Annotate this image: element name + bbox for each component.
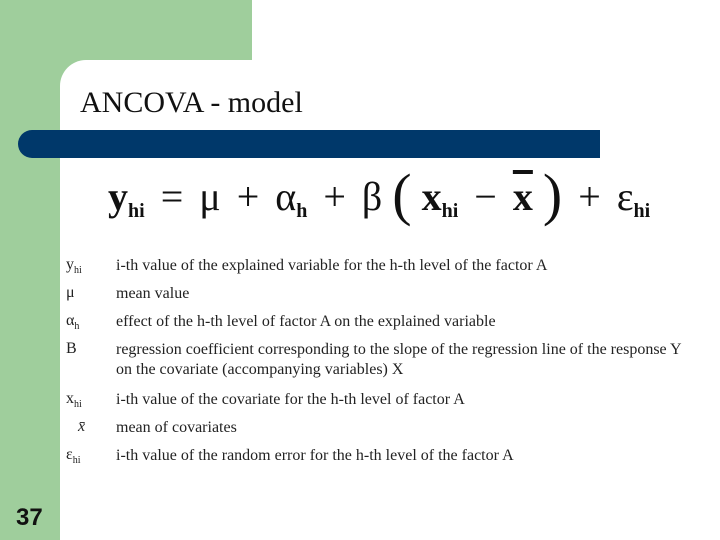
definition-symbol: $\alpha_h$ bbox=[66, 312, 80, 333]
formula-y: y bbox=[108, 174, 128, 219]
definition-symbol: $x_{hi}$ bbox=[66, 390, 82, 411]
formula-x-bar: $\overline{x}$ bbox=[512, 174, 533, 219]
title-underline-bar bbox=[18, 130, 600, 158]
formula-minus: − bbox=[474, 174, 497, 219]
definition-row bbox=[66, 312, 686, 340]
definition-symbol: B bbox=[66, 340, 77, 357]
definition-text: effect of the h-th level of factor A on the explained variable bbox=[116, 313, 496, 330]
formula-epsilon-sub: hi bbox=[633, 200, 651, 222]
formula-epsilon: ε bbox=[616, 174, 634, 219]
definition-row bbox=[66, 390, 686, 418]
definition-row bbox=[66, 284, 686, 312]
definition-text: mean value bbox=[116, 285, 190, 302]
definition-text: i-th value of the covariate for the h-th level of factor A bbox=[116, 391, 465, 408]
formula-right-paren: ) bbox=[542, 162, 563, 227]
definition-row bbox=[66, 256, 686, 284]
definition-symbol: x̄ bbox=[78, 418, 86, 435]
ancova-formula bbox=[108, 160, 651, 230]
formula-plus-2: + bbox=[323, 174, 346, 219]
formula-x: x bbox=[421, 174, 442, 219]
definition-text: regression coefficient corresponding to the slope of the regression line of the response Y on the covariate (accompanying variables) X bbox=[116, 341, 682, 378]
formula-x-sub: hi bbox=[441, 200, 459, 222]
formula-mu: μ bbox=[199, 174, 221, 219]
definition-row bbox=[66, 446, 686, 474]
formula-alpha: α bbox=[275, 174, 297, 219]
formula-plus-3: + bbox=[578, 174, 601, 219]
slide-title: ANCOVA - model bbox=[80, 86, 303, 119]
formula-y-sub: hi bbox=[128, 200, 145, 222]
definition-symbol: $\varepsilon_{hi}$ bbox=[66, 446, 81, 467]
definition-text: i-th value of the random error for the h-th level of the factor A bbox=[116, 447, 514, 464]
slide-number: 37 bbox=[16, 504, 43, 531]
formula-left-paren: ( bbox=[392, 162, 412, 227]
formula-alpha-sub: h bbox=[296, 200, 308, 222]
definition-row bbox=[66, 418, 686, 446]
definition-text: i-th value of the explained variable for the h-th level of the factor A bbox=[116, 257, 548, 274]
formula-equals: = bbox=[160, 174, 184, 219]
definition-symbol: μ bbox=[66, 284, 75, 301]
definition-row bbox=[66, 340, 686, 390]
definition-symbol: $y_{hi}$ bbox=[66, 256, 82, 277]
formula-beta: β bbox=[361, 174, 383, 219]
formula-plus-1: + bbox=[236, 174, 260, 219]
definitions-list bbox=[66, 256, 686, 474]
definition-text: mean of covariates bbox=[116, 419, 237, 436]
